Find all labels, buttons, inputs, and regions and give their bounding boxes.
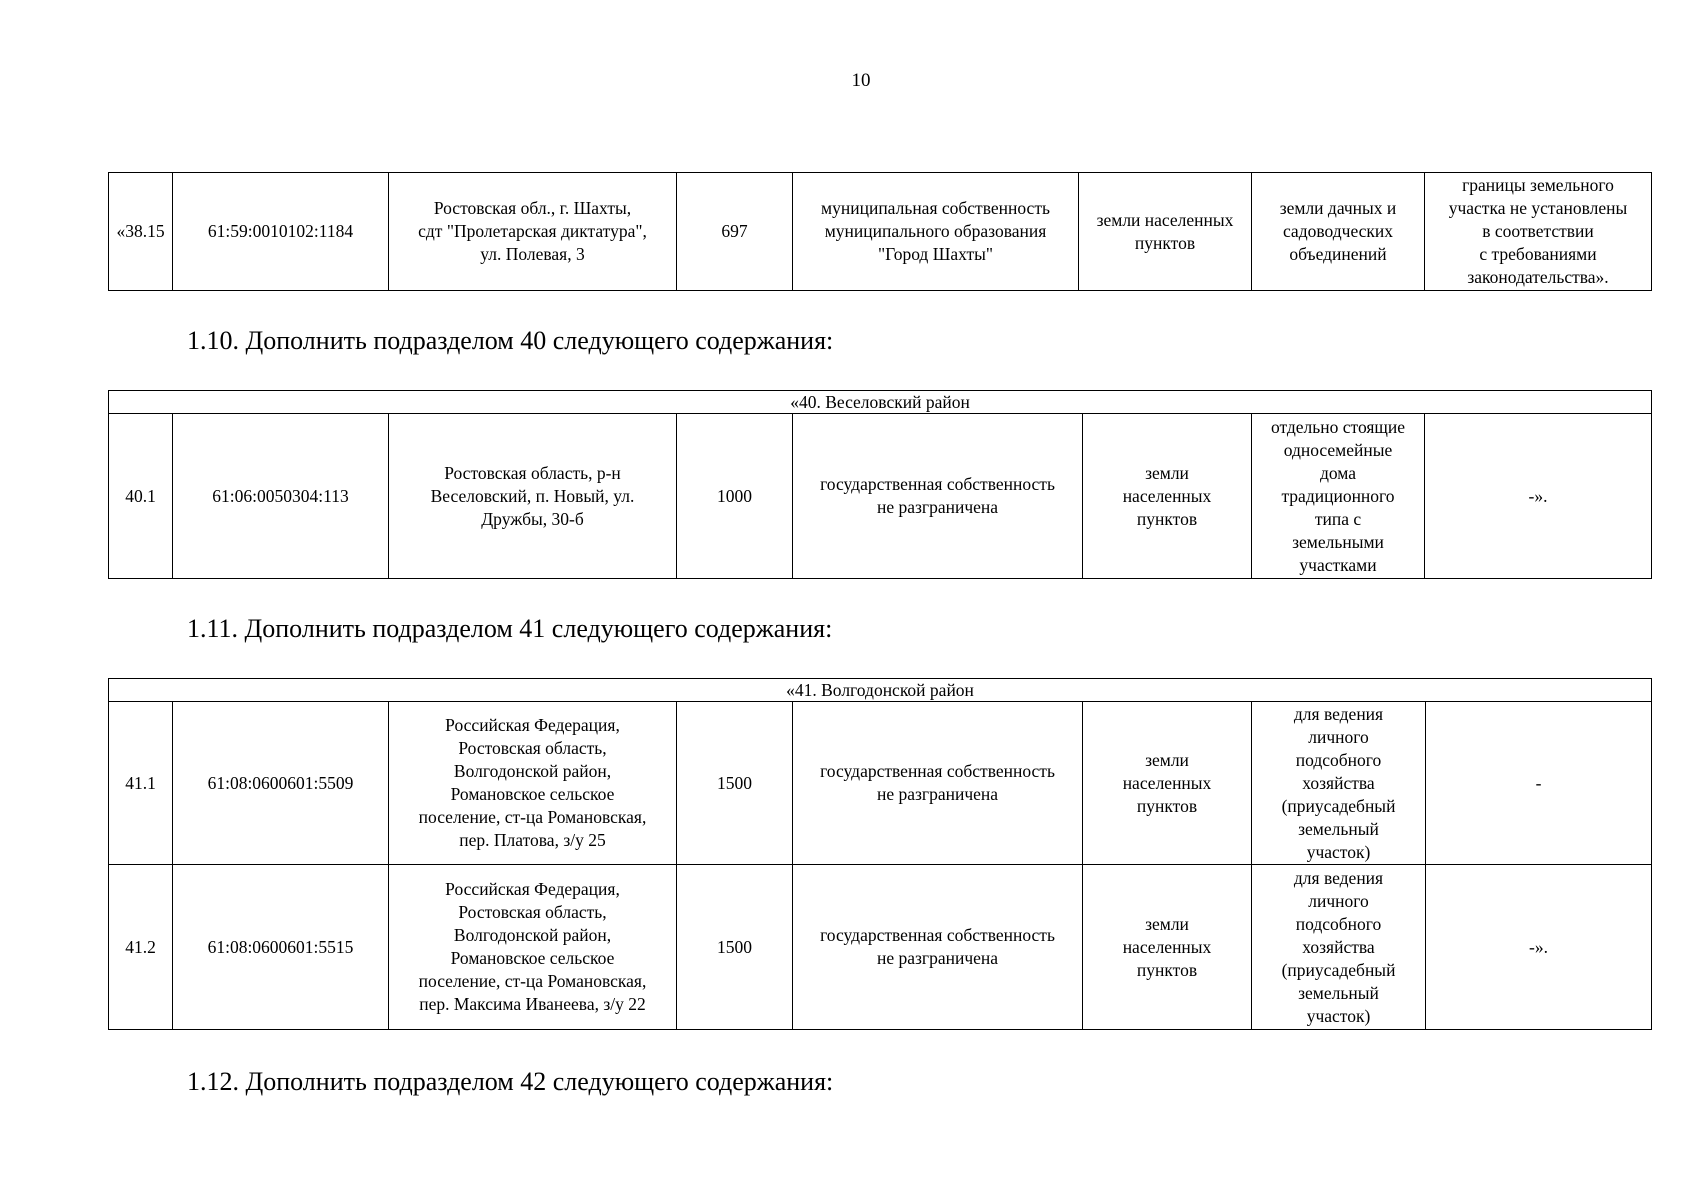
notes-line: с требованиями bbox=[1479, 244, 1597, 264]
section-header: «41. Волгодонской район bbox=[109, 679, 1652, 702]
ownership-line: государственная собственность bbox=[820, 925, 1055, 945]
address-line: Российская Федерация, bbox=[445, 715, 620, 735]
usage-line: подсобного bbox=[1295, 749, 1382, 770]
area-value: 1000 bbox=[677, 414, 793, 579]
page-number: 10 bbox=[851, 70, 871, 91]
category-line: пунктов bbox=[1136, 959, 1198, 980]
section-header-row bbox=[109, 679, 1652, 702]
usage-line: участок) bbox=[1306, 1005, 1371, 1026]
address-line: Романовское сельское bbox=[450, 784, 615, 804]
permitted-use-cell bbox=[1252, 865, 1426, 1030]
address-cell bbox=[389, 173, 677, 291]
usage-line: подсобного bbox=[1295, 913, 1382, 934]
ownership-line: "Город Шахты" bbox=[877, 244, 994, 264]
notes-line: границы земельного bbox=[1462, 175, 1614, 195]
permitted-use-cell bbox=[1252, 414, 1425, 579]
usage-line: отдельно стоящие bbox=[1270, 416, 1406, 437]
row-number: 40.1 bbox=[109, 414, 173, 579]
table-row bbox=[109, 865, 1652, 1030]
usage-line: участками bbox=[1299, 554, 1377, 575]
address-line: Волгодонской район, bbox=[453, 925, 612, 945]
ownership-line: государственная собственность bbox=[820, 474, 1055, 494]
ownership-line: государственная собственность bbox=[820, 761, 1055, 781]
paragraph-1-10: 1.10. Дополнить подразделом 40 следующего содержания: bbox=[187, 326, 834, 355]
usage-line: земли дачных и bbox=[1279, 198, 1397, 218]
land-category-cell bbox=[1083, 865, 1252, 1030]
address-line: Российская Федерация, bbox=[445, 879, 620, 899]
area-value: 1500 bbox=[677, 702, 793, 865]
land-category-cell bbox=[1083, 414, 1252, 579]
notes-cell: - bbox=[1426, 702, 1652, 865]
ownership-cell bbox=[793, 414, 1083, 579]
usage-line: (приусадебный bbox=[1281, 959, 1396, 980]
row-number: 41.2 bbox=[109, 865, 173, 1030]
usage-line: земельными bbox=[1292, 531, 1384, 552]
usage-line: односемейные bbox=[1283, 439, 1393, 460]
land-plots-table-41 bbox=[108, 678, 1652, 1030]
usage-line: хозяйства bbox=[1302, 772, 1375, 793]
cadastral-number: 61:59:0010102:1184 bbox=[173, 173, 389, 291]
address-cell bbox=[389, 414, 677, 579]
usage-line: участок) bbox=[1306, 841, 1371, 862]
paragraph-1-11: 1.11. Дополнить подразделом 41 следующего содержания: bbox=[187, 614, 833, 643]
usage-line: земельный bbox=[1298, 818, 1379, 839]
row-number: 41.1 bbox=[109, 702, 173, 865]
address-line: Веселовский, п. Новый, ул. bbox=[430, 485, 635, 506]
address-line: Романовское сельское bbox=[450, 948, 615, 968]
address-line: Ростовская обл., г. Шахты, bbox=[433, 198, 632, 218]
address-line: Волгодонской район, bbox=[453, 761, 612, 781]
category-line: пунктов bbox=[1136, 795, 1198, 816]
ownership-cell bbox=[793, 702, 1083, 865]
category-line: земли bbox=[1145, 462, 1189, 483]
usage-line: земельный bbox=[1298, 982, 1379, 1003]
category-line: пунктов bbox=[1134, 232, 1196, 253]
section-header-row bbox=[109, 391, 1652, 414]
notes-cell: -». bbox=[1426, 865, 1652, 1030]
land-category-cell bbox=[1083, 702, 1252, 865]
category-line: земли bbox=[1145, 749, 1189, 770]
ownership-line: муниципального образования bbox=[824, 221, 1047, 241]
notes-line: участка не установлены bbox=[1448, 198, 1628, 218]
address-line: Ростовская область, р-н bbox=[444, 462, 621, 483]
cadastral-number: 61:08:0600601:5515 bbox=[173, 865, 389, 1030]
section-header: «40. Веселовский район bbox=[109, 391, 1652, 414]
row-number: «38.15 bbox=[109, 173, 173, 291]
permitted-use-cell bbox=[1252, 173, 1425, 291]
paragraph-1-12: 1.12. Дополнить подразделом 42 следующего содержания: bbox=[187, 1067, 834, 1096]
notes-cell: -». bbox=[1425, 414, 1652, 579]
address-line: Ростовская область, bbox=[458, 902, 607, 922]
usage-line: личного bbox=[1308, 890, 1369, 911]
address-line: ул. Полевая, 3 bbox=[480, 244, 585, 264]
cadastral-number: 61:06:0050304:113 bbox=[173, 414, 389, 579]
land-plots-table-40 bbox=[108, 390, 1652, 579]
address-cell bbox=[389, 702, 677, 865]
category-line: пунктов bbox=[1136, 508, 1198, 529]
usage-line: объединений bbox=[1289, 244, 1387, 264]
usage-line: для ведения bbox=[1293, 867, 1384, 888]
category-line: земли населенных bbox=[1096, 209, 1234, 230]
usage-line: (приусадебный bbox=[1281, 795, 1396, 816]
notes-cell bbox=[1425, 173, 1652, 291]
permitted-use-cell bbox=[1252, 702, 1426, 865]
usage-line: традиционного bbox=[1281, 485, 1395, 506]
area-value: 1500 bbox=[677, 865, 793, 1030]
ownership-line: муниципальная собственность bbox=[821, 198, 1050, 218]
category-line: населенных bbox=[1122, 485, 1212, 506]
notes-line: в соответствии bbox=[1482, 221, 1594, 241]
ownership-line: не разграничена bbox=[876, 497, 999, 517]
usage-line: садоводческих bbox=[1282, 221, 1394, 241]
address-line: Ростовская область, bbox=[458, 738, 607, 758]
usage-line: типа с bbox=[1314, 508, 1362, 529]
table-row bbox=[109, 173, 1652, 291]
land-plots-table-38 bbox=[108, 172, 1652, 291]
address-line: Дружбы, 30-б bbox=[481, 508, 584, 529]
ownership-cell bbox=[793, 865, 1083, 1030]
table-row bbox=[109, 414, 1652, 579]
address-line: поселение, ст-ца Романовская, bbox=[418, 807, 647, 827]
category-line: населенных bbox=[1122, 936, 1212, 957]
address-line: пер. Платова, з/у 25 bbox=[459, 830, 606, 850]
address-line: пер. Максима Иванеева, з/у 22 bbox=[419, 994, 646, 1014]
table-row bbox=[109, 702, 1652, 865]
ownership-line: не разграничена bbox=[876, 948, 999, 968]
notes-line: законодательства». bbox=[1467, 267, 1609, 287]
address-line: сдт "Пролетарская диктатура", bbox=[418, 221, 647, 241]
usage-line: для ведения bbox=[1293, 703, 1384, 724]
ownership-cell bbox=[793, 173, 1079, 291]
ownership-line: не разграничена bbox=[876, 784, 999, 804]
usage-line: дома bbox=[1319, 462, 1357, 483]
usage-line: хозяйства bbox=[1302, 936, 1375, 957]
category-line: населенных bbox=[1122, 772, 1212, 793]
cadastral-number: 61:08:0600601:5509 bbox=[173, 702, 389, 865]
land-category-cell bbox=[1079, 173, 1252, 291]
area-value: 697 bbox=[677, 173, 793, 291]
address-cell bbox=[389, 865, 677, 1030]
usage-line: личного bbox=[1308, 726, 1369, 747]
category-line: земли bbox=[1145, 913, 1189, 934]
address-line: поселение, ст-ца Романовская, bbox=[418, 971, 647, 991]
